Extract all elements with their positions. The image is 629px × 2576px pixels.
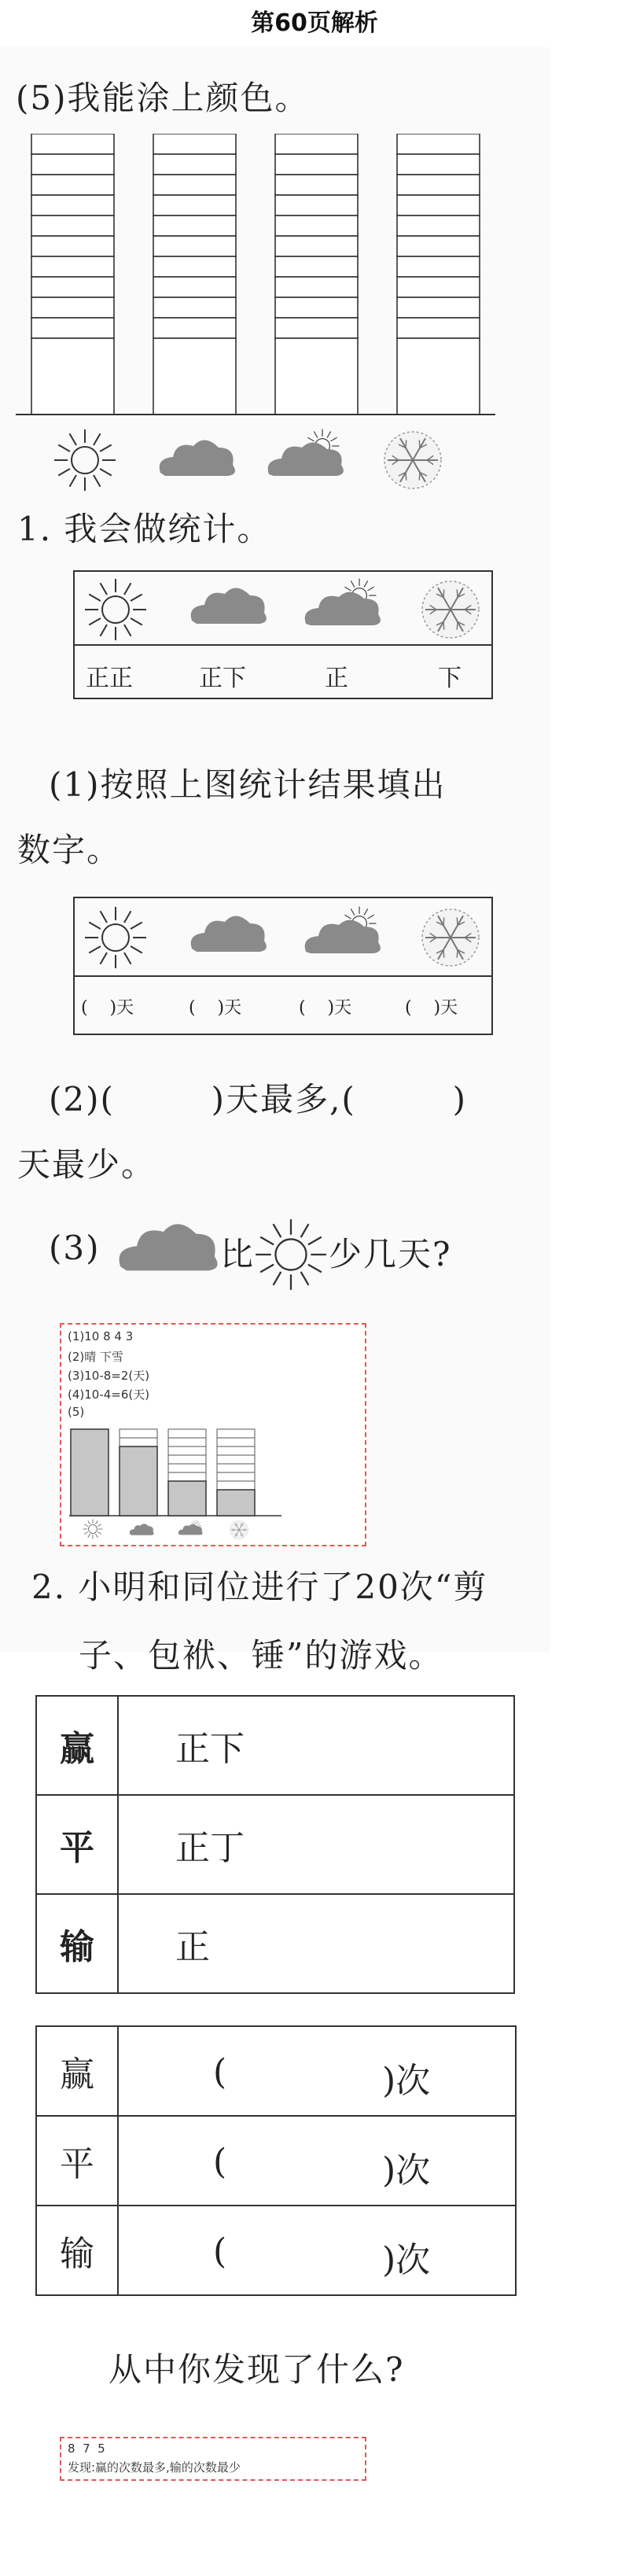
table-row xyxy=(36,1795,514,1894)
answer1-bar-snow-cell xyxy=(217,1438,255,1446)
grid-cell xyxy=(275,338,358,415)
answer1-bar-sun-cell xyxy=(71,1507,109,1516)
answer1-bar-cloud-cell xyxy=(120,1446,157,1455)
cloud-icon xyxy=(116,1218,219,1281)
answer1-bar-sun-cloud-cell xyxy=(168,1464,206,1472)
answer1-bar-cloud-cell xyxy=(120,1490,157,1498)
grid-column-cloud xyxy=(153,134,236,415)
part5-label: (5)我能涂上颜色。 xyxy=(16,79,310,117)
answer1-line5: (5) xyxy=(68,1405,85,1419)
q1-sub2-line1: (2)( )天最多,( ) xyxy=(49,1080,467,1118)
grid-cell xyxy=(31,134,114,154)
grid-cell xyxy=(153,277,236,297)
answer1-bar-sun-cell xyxy=(71,1481,109,1490)
sun-cloud-icon xyxy=(305,579,381,625)
answer-box-2 xyxy=(60,2437,366,2481)
answer1-line3: (3)10-8=2(天) xyxy=(68,1369,150,1383)
blank-days-sun-cloud: ( )天 xyxy=(299,998,352,1018)
row-label-lose: 输 xyxy=(36,1894,118,1993)
answer1-bar-cloud-cell xyxy=(120,1455,157,1464)
table-row xyxy=(36,2116,516,2206)
close-paren-times: )次 xyxy=(382,2061,431,2101)
grid-cell xyxy=(153,297,236,318)
answer1-bar-snow-cell xyxy=(217,1498,255,1507)
answer1-line4: (4)10-4=6(天) xyxy=(68,1388,150,1402)
grid-cell xyxy=(397,277,480,297)
grid-column-sun xyxy=(31,134,114,415)
blank-days-snow: ( )天 xyxy=(405,998,458,1018)
grid-cell xyxy=(153,236,236,256)
answer1-bar-sun-cloud-cell xyxy=(168,1472,206,1481)
grid-cell xyxy=(397,195,480,216)
grid-cell xyxy=(153,216,236,236)
answer1-bar-cloud-cell xyxy=(120,1438,157,1446)
grid-cell xyxy=(397,236,480,256)
grid-cell xyxy=(31,236,114,256)
answer-box-1 xyxy=(60,1323,366,1546)
snowflake-icon xyxy=(422,909,479,966)
answer1-bar-sun-cloud-cell xyxy=(168,1507,206,1516)
grid-cell xyxy=(275,134,358,154)
cloud-icon xyxy=(191,916,267,952)
q1-sub2-line2: 天最少。 xyxy=(17,1145,156,1184)
grid-column-sun-cloud xyxy=(275,134,358,415)
grid-cell xyxy=(275,216,358,236)
grid-cell xyxy=(275,318,358,338)
grid-cell xyxy=(31,175,114,195)
sun-cloud-icon xyxy=(178,1520,203,1535)
answer1-bar-sun-cloud-cell xyxy=(168,1498,206,1507)
sun-icon xyxy=(54,429,116,491)
grid-cell xyxy=(275,154,358,175)
answer1-bar-cloud-cell xyxy=(120,1507,157,1516)
sun-icon xyxy=(85,579,146,640)
tally-cloud: 正下 xyxy=(199,665,246,692)
page-title: 第60页解析 xyxy=(251,9,378,37)
answer1-bar-sun-cloud-cell xyxy=(168,1446,206,1455)
answer1-bar-sun-cloud-cell xyxy=(168,1490,206,1498)
grid-cell xyxy=(275,175,358,195)
grid-cell xyxy=(31,216,114,236)
answer1-line1: (1)10 8 4 3 xyxy=(68,1329,134,1343)
answer1-bar-sun-cell xyxy=(71,1438,109,1446)
fill-divider xyxy=(75,975,491,977)
row-tally-win: 正下 xyxy=(118,1696,514,1795)
grid-cell xyxy=(275,236,358,256)
answer1-bar-cloud-cell xyxy=(120,1429,157,1438)
grid-cell xyxy=(275,195,358,216)
grid-cell xyxy=(31,318,114,338)
count-label-draw: 平 xyxy=(36,2116,118,2206)
answer1-bar-snow-cell xyxy=(217,1481,255,1490)
table-row xyxy=(36,2026,516,2116)
answer2-numbers: 8 7 5 xyxy=(68,2441,105,2456)
tally-snow: 下 xyxy=(438,665,462,692)
coloring-grid xyxy=(16,134,519,496)
grid-cell xyxy=(31,277,114,297)
snowflake-icon xyxy=(422,581,479,638)
grid-cell xyxy=(153,154,236,175)
table-row xyxy=(36,2206,516,2295)
answer1-bar-sun-cell xyxy=(71,1472,109,1481)
answer1-bar-sun-cell xyxy=(71,1498,109,1507)
sun-icon xyxy=(83,1520,103,1539)
grid-cell xyxy=(397,134,480,154)
sun-icon xyxy=(85,907,146,968)
answer1-bar-cloud-cell xyxy=(120,1481,157,1490)
answer1-bar-cloud-cell xyxy=(120,1472,157,1481)
answer1-bar-chart xyxy=(61,1423,365,1541)
answer1-bar-sun-cell xyxy=(71,1455,109,1464)
answer1-bar-sun-cell xyxy=(71,1490,109,1498)
close-paren-times: )次 xyxy=(382,2150,431,2191)
grid-cell xyxy=(31,297,114,318)
grid-cell xyxy=(275,277,358,297)
grid-cell xyxy=(397,175,480,195)
open-paren: ( xyxy=(213,2231,227,2272)
grid-cell xyxy=(31,154,114,175)
q2-line1: 2. 小明和同位进行了20次“剪 xyxy=(31,1568,488,1606)
tally-icons-row xyxy=(75,572,491,644)
grid-column-snowflake xyxy=(397,134,480,415)
q1-sub3-mid: 比 xyxy=(220,1235,256,1273)
table-row xyxy=(36,1894,514,1993)
q1-sub1-line1: (1)按照上图统计结果填出 xyxy=(49,765,447,804)
grid-cell xyxy=(275,297,358,318)
tally-sun-cloud: 正 xyxy=(325,665,348,692)
q1-sub3-prefix: (3) xyxy=(49,1229,101,1267)
grid-cell xyxy=(153,256,236,277)
grid-cell xyxy=(397,256,480,277)
sun-icon xyxy=(256,1219,326,1290)
answer2-finding: 发现:赢的次数最多,输的次数最少 xyxy=(68,2460,241,2475)
tally-sun: 正正 xyxy=(86,665,133,692)
count-blank-draw xyxy=(118,2116,516,2206)
grid-cell xyxy=(397,154,480,175)
q2-question: 从中你发现了什么? xyxy=(109,2350,405,2389)
row-tally-draw: 正丁 xyxy=(118,1795,514,1894)
grid-cell xyxy=(31,256,114,277)
grid-cell xyxy=(31,195,114,216)
answer1-bar-sun-cloud-cell xyxy=(168,1455,206,1464)
answer1-line2: (2)晴 下雪 xyxy=(68,1350,124,1364)
tally-divider xyxy=(75,644,491,646)
snowflake-icon xyxy=(230,1520,248,1539)
answer1-bar-cloud-cell xyxy=(120,1464,157,1472)
answer1-bar-snow-cell xyxy=(217,1429,255,1438)
answer1-bar-sun-cell xyxy=(71,1464,109,1472)
answer1-bar-snow-cell xyxy=(217,1472,255,1481)
answer1-bar-snow-cell xyxy=(217,1490,255,1498)
q1-sub3-suffix: 少几天? xyxy=(329,1235,452,1273)
cloud-icon xyxy=(191,588,267,624)
q2-line2: 子、包袱、锤”的游戏。 xyxy=(79,1636,443,1675)
open-paren: ( xyxy=(213,2052,227,2092)
answer1-bar-cloud-cell xyxy=(120,1498,157,1507)
grid-cell xyxy=(153,195,236,216)
row-tally-lose: 正 xyxy=(118,1894,514,1993)
row-label-draw: 平 xyxy=(36,1795,118,1894)
grid-cell xyxy=(153,134,236,154)
result-count-table xyxy=(35,2025,517,2296)
blank-days-sun: ( )天 xyxy=(81,998,134,1018)
answer1-bar-snow-cell xyxy=(217,1446,255,1455)
answer1-bar-snow-cell xyxy=(217,1455,255,1464)
tally-table xyxy=(73,570,493,699)
grid-cell xyxy=(397,216,480,236)
result-tally-table xyxy=(35,1695,515,1994)
grid-cell xyxy=(153,338,236,415)
sun-cloud-icon xyxy=(268,429,344,476)
table-row xyxy=(36,1696,514,1795)
fill-icons-row xyxy=(75,898,491,975)
answer1-bar-snow-cell xyxy=(217,1507,255,1516)
grid-cell xyxy=(397,318,480,338)
grid-cell xyxy=(275,256,358,277)
cloud-icon xyxy=(130,1524,154,1535)
row-label-win: 赢 xyxy=(36,1696,118,1795)
fill-days-table xyxy=(73,897,493,1035)
count-blank-lose xyxy=(118,2206,516,2295)
count-blank-win xyxy=(118,2026,516,2116)
grid-cell xyxy=(153,175,236,195)
sun-cloud-icon xyxy=(305,907,381,953)
answer1-bar-sun-cell xyxy=(71,1429,109,1438)
grid-cell xyxy=(397,338,480,415)
count-label-win: 赢 xyxy=(36,2026,118,2116)
answer1-bar-sun-cloud-cell xyxy=(168,1481,206,1490)
answer1-bar-snow-cell xyxy=(217,1464,255,1472)
answer1-bar-sun-cloud-cell xyxy=(168,1429,206,1438)
q1-title: 1. 我会做统计。 xyxy=(17,510,272,548)
snowflake-icon xyxy=(384,432,441,488)
answer1-bar-sun-cell xyxy=(71,1446,109,1455)
grid-cell xyxy=(397,297,480,318)
q1-sub1-line2: 数字。 xyxy=(17,831,122,869)
grid-cell xyxy=(153,318,236,338)
count-label-lose: 输 xyxy=(36,2206,118,2295)
blank-days-cloud: ( )天 xyxy=(189,998,242,1018)
grid-cell xyxy=(31,338,114,415)
answer1-bar-sun-cloud-cell xyxy=(168,1438,206,1446)
close-paren-times: )次 xyxy=(382,2240,431,2280)
open-paren: ( xyxy=(213,2142,227,2182)
cloud-icon xyxy=(160,440,235,476)
